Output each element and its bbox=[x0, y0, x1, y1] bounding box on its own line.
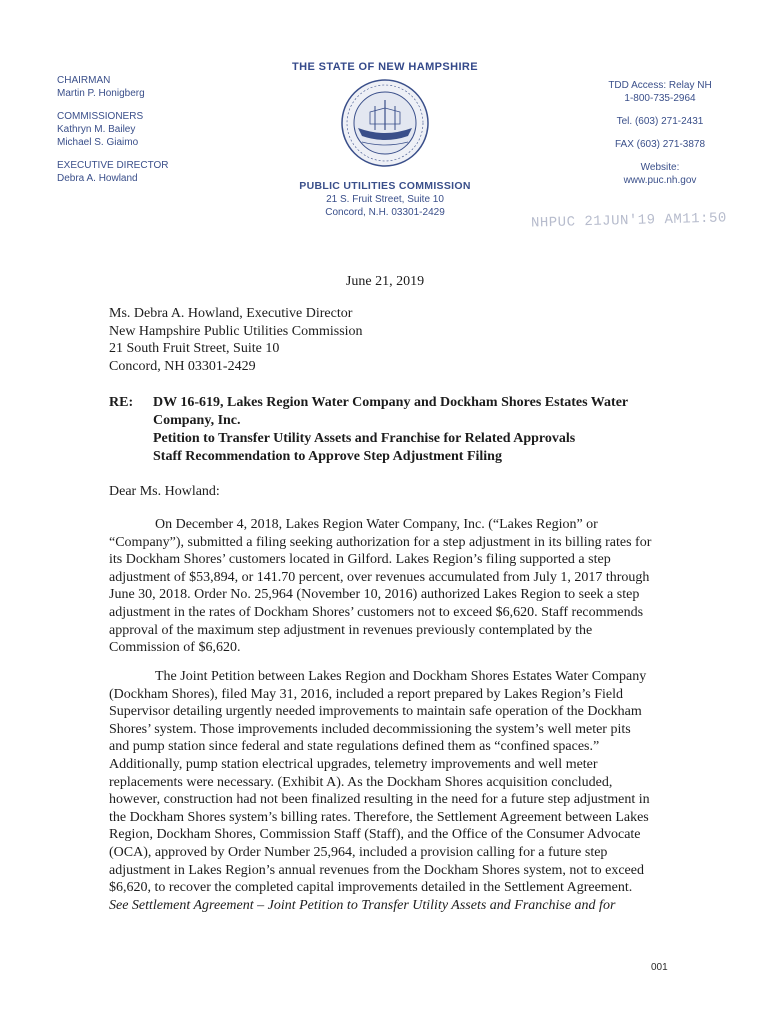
paragraph-line: approval of the maximum step adjustment in revenues previously contemplated by the bbox=[109, 622, 593, 638]
commission-name: PUBLIC UTILITIES COMMISSION bbox=[299, 180, 471, 192]
paragraph-line: adjustment of $53,894, or 141.70 percent, over revenues accumulated from July 1, 2017 through bbox=[109, 569, 650, 585]
paragraph-line: and pump station since federal and state regulations defined them as “confined spaces.” bbox=[109, 739, 600, 755]
officers-column bbox=[57, 74, 227, 195]
addressee-line: 21 South Fruit Street, Suite 10 bbox=[109, 341, 280, 357]
paragraph-line: adjustment in Lakes Region’s annual revenues from the Dockham Shores system, not to exceed bbox=[109, 862, 644, 878]
paragraph-line: its Dockham Shores’ customers located in Gilford. Lakes Region’s filing supported a step bbox=[109, 552, 611, 568]
chairman-role: CHAIRMAN bbox=[57, 75, 111, 86]
paragraph-line: Region, Dockham Shores, Commission Staff (Staff), and the Office of the Consumer Advocate bbox=[109, 827, 641, 843]
commissioner-name: Kathryn M. Bailey bbox=[57, 124, 136, 135]
addressee-line: New Hampshire Public Utilities Commission bbox=[109, 323, 363, 339]
addressee-block bbox=[109, 305, 669, 375]
commission-city: Concord, N.H. 03301-2429 bbox=[325, 207, 445, 218]
fax-number: FAX (603) 271-3878 bbox=[614, 139, 706, 150]
paragraph-line: $6,620, to recover the completed capital improvements detailed in the Settlement Agreement. bbox=[109, 880, 633, 896]
director-name: Debra A. Howland bbox=[57, 173, 138, 184]
commissioner-name: Michael S. Giaimo bbox=[57, 137, 139, 148]
paragraph-line: Additionally, pump station electrical upgrades, telemetry improvements and well meter bbox=[109, 756, 598, 772]
paragraph-line: the Dockham Shores system’s billing rates. Therefore, the Settlement Agreement between Lakes bbox=[109, 809, 649, 825]
state-seal-icon bbox=[340, 78, 430, 168]
tdd-block bbox=[585, 79, 735, 105]
tdd-number: 1-800-735-2964 bbox=[624, 93, 696, 104]
tdd-label: TDD Access: Relay NH bbox=[608, 80, 712, 91]
subject-line: DW 16-619, Lakes Region Water Company and Dockham Shores Estates Water bbox=[153, 395, 629, 410]
paragraph-line: On December 4, 2018, Lakes Region Water Company, Inc. (“Lakes Region” or bbox=[155, 517, 598, 532]
tel-number: Tel. (603) 271-2431 bbox=[616, 116, 704, 127]
letter-date: June 21, 2019 bbox=[345, 274, 425, 289]
commissioners-block bbox=[57, 110, 227, 149]
commissioners-role: COMMISSIONERS bbox=[57, 111, 144, 122]
paragraph-line: adjustment in the rates of Dockham Shores’ customers not to exceed $6,620. Staff recommends bbox=[109, 604, 644, 620]
paragraph-2 bbox=[109, 668, 669, 914]
chairman-name: Martin P. Honigberg bbox=[57, 88, 145, 99]
paragraph-line: Shores’ system. Those improvements included decommissioning the system’s well meter pits bbox=[109, 721, 631, 737]
subject-line: Petition to Transfer Utility Assets and Franchise for Related Approvals bbox=[153, 431, 576, 446]
received-stamp: NHPUC 21JUN'19 AM11:50 bbox=[530, 210, 728, 232]
website-link[interactable]: www.puc.nh.gov bbox=[623, 175, 697, 186]
paragraph-line: “Company”), submitted a filing seeking authorization for a step adjustment in its billing rates for bbox=[109, 534, 652, 550]
paragraph-1 bbox=[109, 516, 669, 657]
paragraph-line-italic: See Settlement Agreement – Joint Petition to Transfer Utility Assets and Franchise and for bbox=[109, 897, 616, 913]
subject-label: RE: bbox=[109, 395, 134, 410]
paragraph-line: The Joint Petition between Lakes Region and Dockham Shores Estates Water Company bbox=[155, 669, 647, 684]
subject-lines bbox=[153, 394, 673, 466]
paragraph-line: (Dockham Shores), filed May 31, 2016, included a report prepared by Lakes Region’s Field bbox=[109, 686, 623, 702]
state-title: THE STATE OF NEW HAMPSHIRE bbox=[292, 61, 478, 73]
subject-line: Staff Recommendation to Approve Step Adjustment Filing bbox=[153, 449, 502, 464]
salutation: Dear Ms. Howland: bbox=[109, 484, 220, 499]
addressee-line: Concord, NH 03301-2429 bbox=[109, 358, 256, 374]
paragraph-line: Supervisor detailing urgently needed improvements to maintain safe operation of the Dockham bbox=[109, 704, 642, 720]
paragraph-line: however, construction had not been finalized resulting in the need for a future step adjustment in bbox=[109, 792, 650, 808]
page-number: 001 bbox=[651, 962, 668, 973]
director-role: EXECUTIVE DIRECTOR bbox=[57, 160, 169, 171]
subject-line: Company, Inc. bbox=[153, 413, 241, 428]
addressee-line: Ms. Debra A. Howland, Executive Director bbox=[109, 306, 353, 321]
commission-street: 21 S. Fruit Street, Suite 10 bbox=[326, 194, 444, 205]
paragraph-line: June 30, 2018. Order No. 25,964 (November 10, 2016) authorized Lakes Region to seek a step bbox=[109, 587, 640, 603]
paragraph-line: (OCA), approved by Order Number 25,964, included a provision calling for a future step bbox=[109, 844, 608, 860]
paragraph-line: Commission of $6,620. bbox=[109, 640, 241, 656]
paragraph-line: replacements were necessary. (Exhibit A). As the Dockham Shores acquisition concluded, bbox=[109, 774, 613, 790]
chairman-block bbox=[57, 74, 227, 100]
website-label: Website: bbox=[640, 162, 680, 173]
